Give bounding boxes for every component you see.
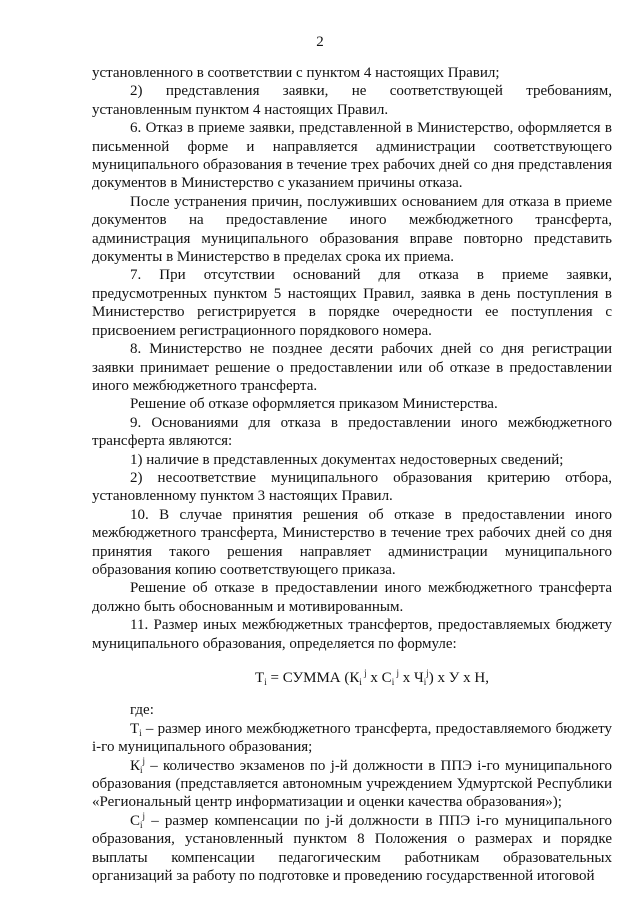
- formula-part: i: [264, 677, 267, 687]
- definition-text: – размер компенсации по j-й должности в ППЭ i-го муниципального образования, установленный пунктом 8 Положения о размерах и порядке выплаты компенсации педагогическим работникам образовательных организаций за работу по подготовке и проведению государственной итоговой: [92, 812, 612, 885]
- formula-part: x С: [366, 670, 392, 686]
- paragraph: 9. Основаниями для отказа в предоставлении иного межбюджетного трансферта являются:: [92, 414, 612, 450]
- paragraph: установленного в соответствии с пунктом 4 настоящих Правил;: [92, 65, 500, 81]
- paragraph: 2) представления заявки, не соответствующей требованиям, установленным пунктом 4 настоящих Правил.: [92, 83, 612, 118]
- formula-part: i: [359, 677, 362, 687]
- definition: [92, 812, 612, 886]
- document-body: [92, 64, 612, 885]
- definition: [92, 757, 612, 812]
- definition-symbol: T: [130, 720, 140, 737]
- definition-symbol: К: [130, 757, 141, 774]
- paragraph: Решение об отказе в предоставлении иного межбюджетного трансферта должно быть обоснованным и мотивированным.: [92, 580, 612, 615]
- definition-superscript: j: [142, 755, 146, 766]
- definition-subscript: i: [140, 764, 143, 775]
- formula-part: j: [361, 668, 367, 678]
- formula-part: ) x У x Н,: [428, 670, 489, 686]
- paragraph: 11. Размер иных межбюджетных трансфертов, предоставляемых бюджету муниципального образования, определяется по формуле:: [92, 617, 612, 652]
- paragraph: Решение об отказе оформляется приказом Министерства.: [130, 396, 498, 413]
- formula-part: i: [391, 677, 395, 687]
- paragraph: 8. Министерство не позднее десяти рабочих дней со дня регистрации заявки принимает решение о предоставлении или об отказе в предоставлении иного межбюджетного трансферта.: [92, 341, 612, 394]
- formula: [92, 669, 612, 687]
- paragraph: После устранения причин, послуживших основанием для отказа в приеме документов на предоставление иного межбюджетного трансферта, администрация муниципального образования вправе повторно представить документы в Министерство в пределах срока их приема.: [92, 193, 612, 266]
- formula-part: j: [394, 668, 399, 678]
- definition-text: – количество экзаменов по j-й должности в ППЭ i-го муниципального образования (представляется автономным учреждением Удмуртской Республики «Региональный центр информатизации и оценки качества образования»);: [92, 757, 612, 811]
- definition-symbol: С: [130, 812, 141, 829]
- formula-part: i: [423, 677, 427, 687]
- formula-part: = СУММА (К: [266, 670, 360, 686]
- paragraph: 10. В случае принятия решения об отказе в предоставлении иного межбюджетного трансферта, Министерство в течение трех рабочих дней со дня принятия такого решения направляет администрации муниципального образования копию соответствующего приказа.: [92, 506, 612, 578]
- definition-subscript: i: [139, 727, 142, 738]
- where-label: где:: [130, 702, 154, 719]
- definition-text: – размер иного межбюджетного трансферта, предоставляемого бюджету i-го муниципального образования;: [92, 720, 612, 756]
- definition-superscript: j: [142, 810, 146, 821]
- definition: [92, 720, 612, 757]
- paragraph: 2) несоответствие муниципального образования критерию отбора, установленному пунктом 3 настоящих Правил.: [92, 469, 612, 505]
- formula-part: T: [255, 670, 265, 686]
- paragraph: 6. Отказ в приеме заявки, представленной в Министерство, оформляется в письменной форме и направляется администрации соответствующего муниципального образования в течение трех рабочих дней со дня представления документов в Министерство с указанием причины отказа.: [92, 120, 612, 192]
- paragraph: 7. При отсутствии оснований для отказа в приеме заявки, предусмотренных пунктом 5 настоящих Правил, заявка в день поступления в Министерство регистрируется в порядке очередности ее поступления с присвоением регистрационного порядкового номера.: [92, 267, 612, 339]
- formula-part: j: [426, 668, 429, 678]
- definition-subscript: i: [140, 819, 143, 830]
- paragraph: 1) наличие в представленных документах недостоверных сведений;: [130, 451, 564, 468]
- page-number: 2: [316, 34, 324, 50]
- formula-part: x Ч: [398, 670, 424, 686]
